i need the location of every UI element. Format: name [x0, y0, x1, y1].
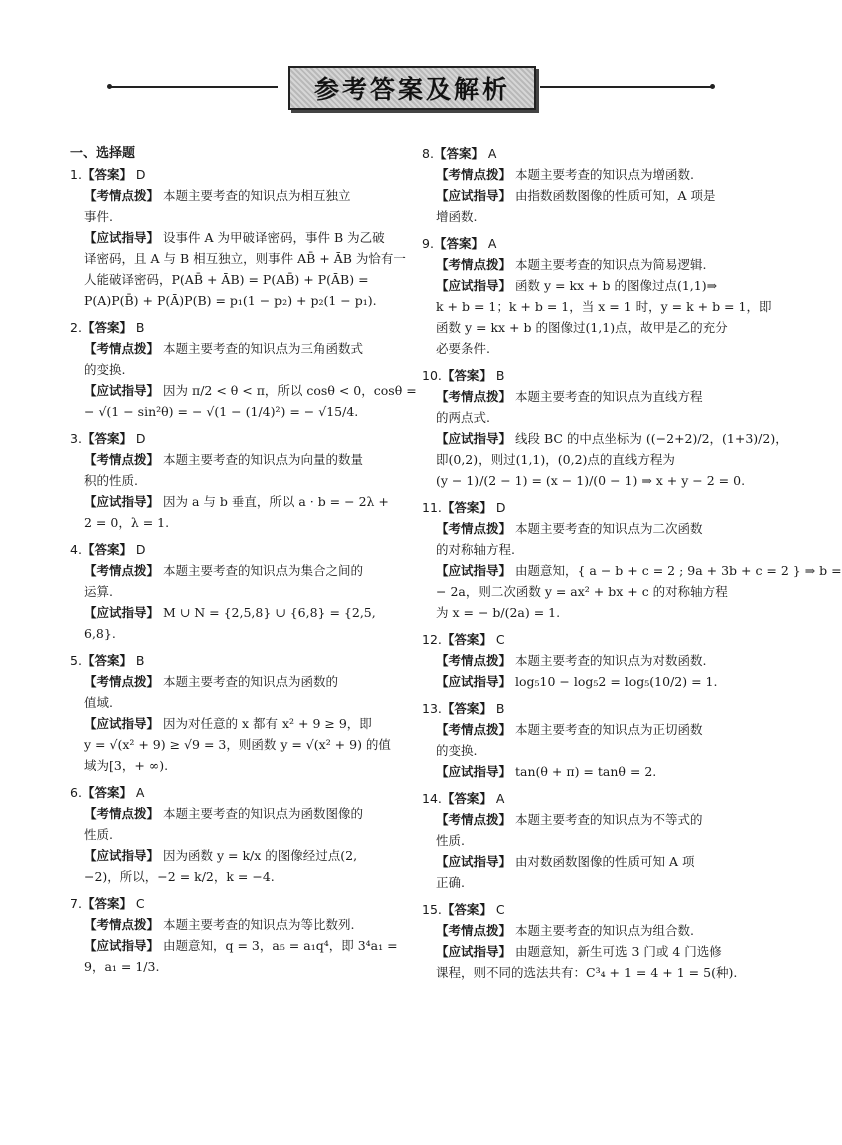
- line-q4-kd: [70, 560, 410, 581]
- explanation-text: 译密码，且 A 与 B 相互独立，则事件 AB̄ + ĀB 为恰有一: [84, 251, 406, 266]
- answer-value: D: [131, 167, 146, 182]
- line-q12-kd: [422, 650, 762, 671]
- line-q15-zd: [422, 941, 762, 962]
- section-label: 【考情点拨】: [84, 563, 160, 578]
- answer-label: 【答案】: [441, 701, 492, 716]
- line-q14-kd-2: [422, 830, 762, 851]
- section-label: 【考情点拨】: [436, 812, 512, 827]
- section-label: 【应试指导】: [84, 494, 160, 509]
- line-q1-zd-2: [70, 248, 410, 269]
- item-number: 12.: [422, 632, 442, 647]
- answer-value: A: [483, 146, 497, 161]
- line-q9-zd-4: [422, 338, 762, 359]
- explanation-text: 积的性质.: [84, 473, 138, 488]
- section-label: 【应试指导】: [436, 764, 512, 779]
- line-q14-zd-2: [422, 872, 762, 893]
- section-label: 【应试指导】: [436, 431, 512, 446]
- section-label: 【应试指导】: [84, 716, 160, 731]
- line-q3-kd: [70, 449, 410, 470]
- explanation-text: 性质.: [436, 833, 465, 848]
- line-q2-zd-2: [70, 401, 410, 422]
- answer-value: C: [491, 632, 505, 647]
- explanation-text: y = √(x² + 9) ≥ √9 = 3，则函数 y = √(x² + 9) 的值: [84, 737, 391, 752]
- line-q12-zd: [422, 671, 762, 692]
- line-q9-ans: [422, 233, 762, 254]
- line-q8-zd: [422, 185, 762, 206]
- explanation-text: 6,8}.: [84, 626, 116, 641]
- explanation-text: 本题主要考查的知识点为函数图像的: [163, 806, 364, 821]
- line-q14-ans: [422, 788, 762, 809]
- explanation-text: 线段 BC 的中点坐标为 ((−2+2)/2，(1+3)/2)，: [515, 431, 788, 446]
- line-q5-zd-3: [70, 755, 410, 776]
- explanation-text: 事件.: [84, 209, 113, 224]
- explanation-text: 2 = 0，λ = 1.: [84, 515, 170, 530]
- explanation-text: − √(1 − sin²θ) = − √(1 − (1/4)²) = − √15/4.: [84, 404, 359, 419]
- explanation-text: 由题意知，q = 3，a₅ = a₁q⁴，即 3⁴a₁ =: [163, 938, 398, 953]
- explanation-text: 的两点式.: [436, 410, 490, 425]
- title-box: [288, 66, 536, 110]
- answer-label: 【答案】: [81, 167, 132, 182]
- explanation-text: 因为 π/2 < θ < π，所以 cosθ < 0，cosθ =: [163, 383, 417, 398]
- line-q2-kd: [70, 338, 410, 359]
- section-label: 【应试指导】: [436, 674, 512, 689]
- section-label: 【考情点拨】: [436, 653, 512, 668]
- item-number: 14.: [422, 791, 442, 806]
- line-q3-zd: [70, 491, 410, 512]
- answer-label: 【答案】: [81, 785, 132, 800]
- answer-label: 【答案】: [81, 896, 132, 911]
- line-q11-zd: [422, 560, 842, 581]
- section-label: 【应试指导】: [436, 854, 512, 869]
- line-q5-kd-2: [70, 692, 410, 713]
- answer-value: C: [131, 896, 145, 911]
- explanation-text: 本题主要考查的知识点为对数函数.: [515, 653, 707, 668]
- line-q13-kd: [422, 719, 762, 740]
- line-q15-ans: [422, 899, 762, 920]
- line-q15-kd: [422, 920, 762, 941]
- explanation-text: 9，a₁ = 1/3.: [84, 959, 160, 974]
- line-q8-zd-2: [422, 206, 762, 227]
- explanation-text: 本题主要考查的知识点为二次函数: [515, 521, 703, 536]
- answer-label: 【答案】: [441, 902, 492, 917]
- item-number: 11.: [422, 500, 442, 515]
- answer-value: A: [491, 791, 505, 806]
- explanation-text: 本题主要考查的知识点为不等式的: [515, 812, 703, 827]
- explanation-text: 课程，则不同的选法共有：C³₄ + 1 = 4 + 1 = 5(种).: [436, 965, 738, 980]
- line-q1-zd-3: [70, 269, 410, 290]
- item-number: 15.: [422, 902, 442, 917]
- answer-label: 【答案】: [441, 368, 492, 383]
- explanation-text: 域为[3，+ ∞).: [84, 758, 169, 773]
- answer-value: B: [131, 653, 145, 668]
- section-label: 【应试指导】: [84, 848, 160, 863]
- section-label: 【应试指导】: [436, 278, 512, 293]
- answer-value: D: [491, 500, 506, 515]
- line-q10-kd-2: [422, 407, 762, 428]
- answer-label: 【答案】: [433, 146, 484, 161]
- answer-label: 【答案】: [81, 542, 132, 557]
- line-q7-zd-2: [70, 956, 410, 977]
- explanation-text: 本题主要考查的知识点为简易逻辑.: [515, 257, 707, 272]
- explanation-text: 值域.: [84, 695, 113, 710]
- answer-label: 【答案】: [81, 653, 132, 668]
- line-q3-kd-2: [70, 470, 410, 491]
- explanation-text: M ∪ N = {2,5,8} ∪ {6,8} = {2,5,: [163, 605, 376, 620]
- explanation-text: 因为函数 y = k/x 的图像经过点(2,: [163, 848, 358, 863]
- line-q10-zd-3: [422, 470, 762, 491]
- explanation-text: 函数 y = kx + b 的图像过(1,1)点，故甲是乙的充分: [436, 320, 728, 335]
- explanation-text: (y − 1)/(2 − 1) = (x − 1)/(0 − 1) ⇒ x + y − 2 = 0.: [436, 473, 746, 488]
- explanation-text: −2)，所以，−2 = k/2，k = −4.: [84, 869, 275, 884]
- item-number: 6.: [70, 785, 82, 800]
- explanation-text: 性质.: [84, 827, 113, 842]
- item-number: 3.: [70, 431, 82, 446]
- line-q13-kd-2: [422, 740, 762, 761]
- line-q8-ans: [422, 143, 762, 164]
- explanation-text: 正确.: [436, 875, 465, 890]
- explanation-text: 本题主要考查的知识点为相互独立: [163, 188, 351, 203]
- explanation-text: tan(θ + π) = tanθ = 2.: [515, 764, 657, 779]
- line-q2-kd-2: [70, 359, 410, 380]
- line-q8-kd: [422, 164, 762, 185]
- line-q6-zd: [70, 845, 410, 866]
- explanation-text: 人能破译密码，P(AB̄ + ĀB) = P(AB̄) + P(ĀB) =: [84, 272, 369, 287]
- section-label: 【应试指导】: [436, 944, 512, 959]
- section-label: 【考情点拨】: [84, 674, 160, 689]
- line-q2-zd: [70, 380, 417, 401]
- answer-label: 【答案】: [441, 791, 492, 806]
- line-q5-zd-2: [70, 734, 410, 755]
- explanation-text: − 2a，则二次函数 y = ax² + bx + c 的对称轴方程: [436, 584, 728, 599]
- line-q11-ans: [422, 497, 762, 518]
- explanation-text: P(A)P(B̄) + P(Ā)P(B) = p₁(1 − p₂) + p₂(1 − p₁).: [84, 293, 377, 308]
- line-q12-ans: [422, 629, 762, 650]
- line-q11-kd: [422, 518, 762, 539]
- explanation-text: 函数 y = kx + b 的图像过点(1,1)⇒: [515, 278, 718, 293]
- page-header: [0, 66, 800, 116]
- right-column: [422, 143, 842, 983]
- answer-value: C: [491, 902, 505, 917]
- line-q6-kd-2: [70, 824, 410, 845]
- explanation-text: log₅10 − log₅2 = log₅(10/2) = 1.: [515, 674, 718, 689]
- section-label: 【考情点拨】: [436, 521, 512, 536]
- line-q11-zd-2: [422, 581, 762, 602]
- section-label: 【考情点拨】: [84, 452, 160, 467]
- line-q10-ans: [422, 365, 762, 386]
- explanation-text: 本题主要考查的知识点为增函数.: [515, 167, 694, 182]
- item-number: 2.: [70, 320, 82, 335]
- section-label: 【应试指导】: [84, 938, 160, 953]
- line-q2-ans: [70, 317, 410, 338]
- line-q10-zd: [422, 428, 788, 449]
- answer-label: 【答案】: [81, 431, 132, 446]
- answer-value: B: [491, 368, 505, 383]
- line-q5-zd: [70, 713, 410, 734]
- answer-value: D: [131, 542, 146, 557]
- item-number: 13.: [422, 701, 442, 716]
- explanation-text: 必要条件.: [436, 341, 490, 356]
- item-number: 1.: [70, 167, 82, 182]
- line-q3-zd-2: [70, 512, 410, 533]
- section-label: 【考情点拨】: [84, 806, 160, 821]
- item-number: 5.: [70, 653, 82, 668]
- explanation-text: 因为对任意的 x 都有 x² + 9 ≥ 9，即: [163, 716, 372, 731]
- answer-label: 【答案】: [433, 236, 484, 251]
- explanation-text: 的变换.: [436, 743, 478, 758]
- item-number: 8.: [422, 146, 434, 161]
- line-q13-zd: [422, 761, 762, 782]
- line-q7-zd: [70, 935, 410, 956]
- section-label: 【应试指导】: [436, 188, 512, 203]
- section-label: 【考情点拨】: [84, 341, 160, 356]
- explanation-text: 的变换.: [84, 362, 126, 377]
- line-q4-kd-2: [70, 581, 410, 602]
- explanation-text: 本题主要考查的知识点为正切函数: [515, 722, 703, 737]
- page-title: 参考答案及解析: [313, 75, 510, 104]
- line-q15-zd-2: [422, 962, 762, 983]
- answer-value: D: [131, 431, 146, 446]
- item-number: 9.: [422, 236, 434, 251]
- header-rule-right: [540, 86, 712, 88]
- section-label: 【考情点拨】: [436, 167, 512, 182]
- answer-value: B: [131, 320, 145, 335]
- line-q1-ans: [70, 164, 410, 185]
- explanation-text: 本题主要考查的知识点为集合之间的: [163, 563, 364, 578]
- line-q4-zd: [70, 602, 410, 623]
- line-q10-zd-2: [422, 449, 762, 470]
- section-label: 【应试指导】: [84, 230, 160, 245]
- line-q9-kd: [422, 254, 762, 275]
- explanation-text: 即(0,2)，则过(1,1)，(0,2)点的直线方程为: [436, 452, 675, 467]
- line-q6-ans: [70, 782, 410, 803]
- section-label: 【考情点拨】: [436, 722, 512, 737]
- explanation-text: 为 x = − b/(2a) = 1.: [436, 605, 561, 620]
- line-q6-zd-2: [70, 866, 410, 887]
- explanation-text: 因为 a 与 b 垂直，所以 a · b = − 2λ +: [163, 494, 389, 509]
- section-label: 【应试指导】: [436, 563, 512, 578]
- explanation-text: 本题主要考查的知识点为组合数.: [515, 923, 694, 938]
- section-title: 一、选择题: [70, 146, 136, 161]
- explanation-text: 本题主要考查的知识点为三角函数式: [163, 341, 364, 356]
- line-q5-ans: [70, 650, 410, 671]
- answer-label: 【答案】: [441, 632, 492, 647]
- line-q9-zd-3: [422, 317, 762, 338]
- explanation-text: 增函数.: [436, 209, 478, 224]
- line-q7-ans: [70, 893, 410, 914]
- line-q9-zd: [422, 275, 762, 296]
- explanation-text: 的对称轴方程.: [436, 542, 515, 557]
- line-q1-kd: [70, 185, 410, 206]
- explanation-text: 本题主要考查的知识点为等比数列.: [163, 917, 355, 932]
- left-column: [70, 143, 417, 977]
- answer-label: 【答案】: [441, 500, 492, 515]
- explanation-text: 由题意知，{ a − b + c = 2 ; 9a + 3b + c = 2 } ⇒ b =: [515, 563, 842, 578]
- answer-value: B: [491, 701, 505, 716]
- item-number: 4.: [70, 542, 82, 557]
- line-q10-kd: [422, 386, 762, 407]
- section-label: 【考情点拨】: [84, 917, 160, 932]
- line-q11-zd-3: [422, 602, 762, 623]
- line-q6-kd: [70, 803, 410, 824]
- item-number: 10.: [422, 368, 442, 383]
- line-q14-zd: [422, 851, 762, 872]
- explanation-text: 运算.: [84, 584, 113, 599]
- line-q4-ans: [70, 539, 410, 560]
- line-q14-kd: [422, 809, 762, 830]
- line-q13-ans: [422, 698, 762, 719]
- header-rule-left: [110, 86, 278, 88]
- explanation-text: 本题主要考查的知识点为直线方程: [515, 389, 703, 404]
- explanation-text: 由题意知，新生可选 3 门或 4 门选修: [515, 944, 722, 959]
- explanation-text: 设事件 A 为甲破译密码，事件 B 为乙破: [163, 230, 385, 245]
- section-label: 【考情点拨】: [436, 923, 512, 938]
- section-label: 【考情点拨】: [436, 257, 512, 272]
- line-q3-ans: [70, 428, 410, 449]
- answer-value: A: [131, 785, 145, 800]
- section-label: 【考情点拨】: [436, 389, 512, 404]
- explanation-text: 本题主要考查的知识点为向量的数量: [163, 452, 364, 467]
- section-label: 【应试指导】: [84, 383, 160, 398]
- line-q1-kd-2: [70, 206, 410, 227]
- line-q1-zd-4: [70, 290, 410, 311]
- explanation-text: 本题主要考查的知识点为函数的: [163, 674, 339, 689]
- answer-label: 【答案】: [81, 320, 132, 335]
- line-q1-zd: [70, 227, 410, 248]
- explanation-text: k + b = 1；k + b = 1，当 x = 1 时，y = k + b = 1，即: [436, 299, 772, 314]
- explanation-text: 由对数函数图像的性质可知 A 项: [515, 854, 695, 869]
- explanation-text: 由指数函数图像的性质可知，A 项是: [515, 188, 716, 203]
- line-q11-kd-2: [422, 539, 762, 560]
- answer-value: A: [483, 236, 497, 251]
- line-q7-kd: [70, 914, 410, 935]
- line-q9-zd-2: [422, 296, 772, 317]
- section-label: 【考情点拨】: [84, 188, 160, 203]
- item-number: 7.: [70, 896, 82, 911]
- line-q5-kd: [70, 671, 410, 692]
- line-q4-zd-2: [70, 623, 410, 644]
- section-label: 【应试指导】: [84, 605, 160, 620]
